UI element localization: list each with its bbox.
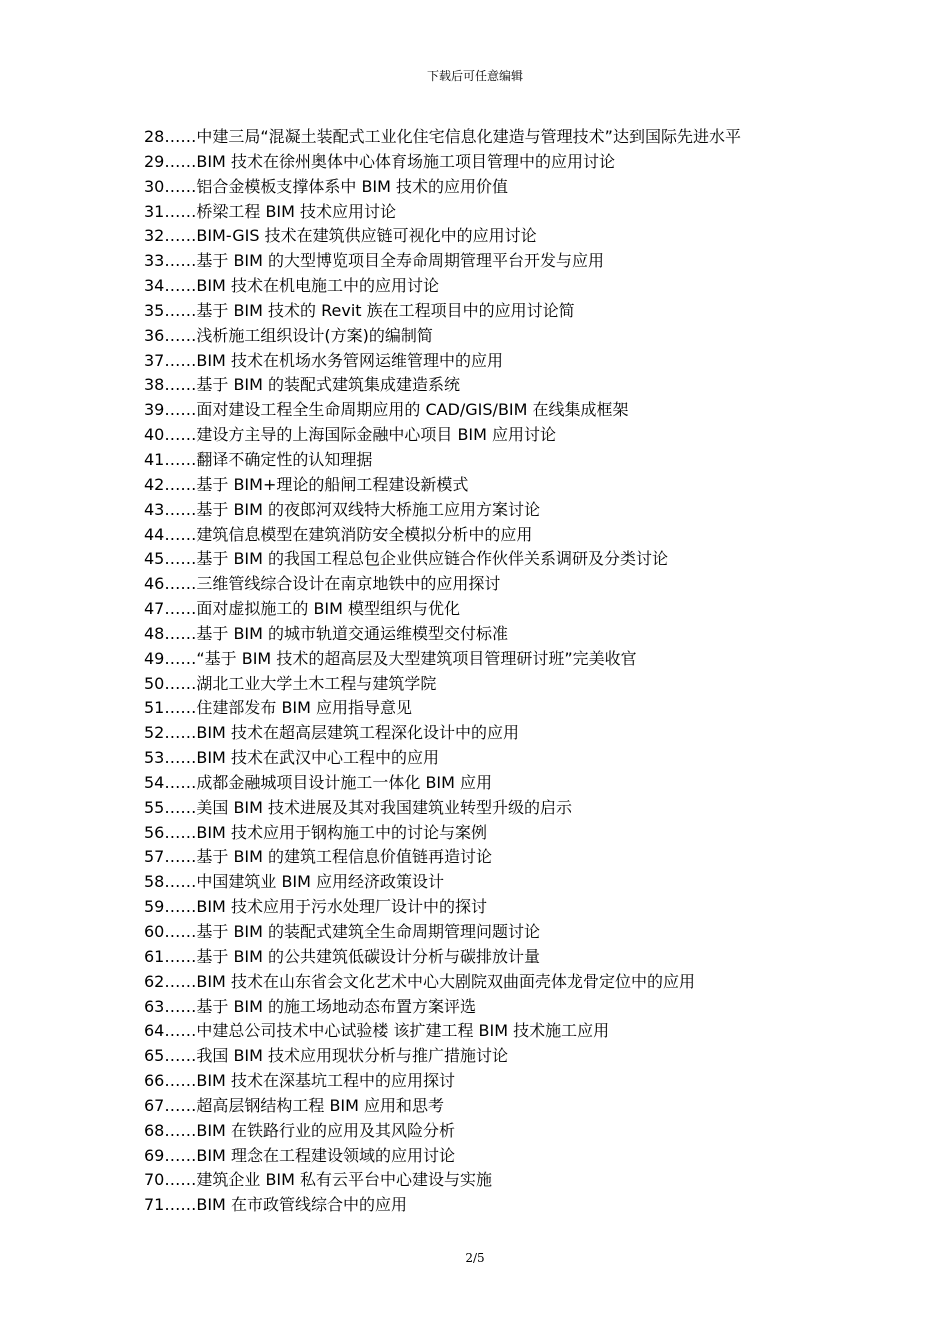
toc-item[interactable]: 70……建筑企业 BIM 私有云平台中心建设与实施	[144, 1170, 493, 1190]
toc-item[interactable]: 59……BIM 技术应用于污水处理厂设计中的探讨	[144, 897, 487, 917]
toc-item[interactable]: 33……基于 BIM 的大型博览项目全寿命周期管理平台开发与应用	[144, 251, 605, 271]
toc-item[interactable]: 35……基于 BIM 技术的 Revit 族在工程项目中的应用讨论简	[144, 300, 575, 320]
toc-item[interactable]: 53……BIM 技术在武汉中心工程中的应用	[144, 748, 439, 768]
toc-item[interactable]: 42……基于 BIM+理论的船闸工程建设新模式	[144, 474, 469, 494]
toc-item[interactable]: 32……BIM-GIS 技术在建筑供应链可视化中的应用讨论	[144, 226, 537, 246]
toc-item[interactable]: 29……BIM 技术在徐州奥体中心体育场施工项目管理中的应用讨论	[144, 151, 615, 171]
toc-item[interactable]: 68……BIM 在铁路行业的应用及其风险分析	[144, 1120, 455, 1140]
toc-item[interactable]: 51……住建部发布 BIM 应用指导意见	[144, 698, 413, 718]
toc-item[interactable]: 28……中建三局“混凝土装配式工业化住宅信息化建造与管理技术”达到国际先进水平	[144, 127, 741, 146]
toc-item[interactable]: 38……基于 BIM 的装配式建筑集成建造系统	[144, 375, 461, 395]
toc-item[interactable]: 46……三维管线综合设计在南京地铁中的应用探讨	[144, 574, 501, 594]
toc-item[interactable]: 69……BIM 理念在工程建设领域的应用讨论	[144, 1145, 455, 1165]
toc-item[interactable]: 43……基于 BIM 的夜郎河双线特大桥施工应用方案讨论	[144, 499, 541, 519]
toc-item[interactable]: 30……铝合金模板支撑体系中 BIM 技术的应用价值	[144, 176, 509, 196]
toc-item[interactable]: 64……中建总公司技术中心试验楼 该扩建工程 BIM 技术施工应用	[144, 1021, 610, 1041]
toc-item[interactable]: 45……基于 BIM 的我国工程总包企业供应链合作伙伴关系调研及分类讨论	[144, 549, 669, 569]
toc-item[interactable]: 50……湖北工业大学土木工程与建筑学院	[144, 673, 437, 693]
toc-item[interactable]: 57……基于 BIM 的建筑工程信息价值链再造讨论	[144, 847, 493, 867]
toc-item[interactable]: 56……BIM 技术应用于钢构施工中的讨论与案例	[144, 822, 487, 842]
toc-item[interactable]: 41……翻译不确定性的认知理据	[144, 449, 373, 469]
toc-item[interactable]: 55……美国 BIM 技术进展及其对我国建筑业转型升级的启示	[144, 797, 573, 817]
toc-item[interactable]: 58……中国建筑业 BIM 应用经济政策设计	[144, 872, 445, 892]
toc-item[interactable]: 61……基于 BIM 的公共建筑低碳设计分析与碳排放计量	[144, 946, 541, 966]
toc-item[interactable]: 63……基于 BIM 的施工场地动态布置方案评选	[144, 996, 477, 1016]
toc-item[interactable]: 62……BIM 技术在山东省会文化艺术中心大剧院双曲面壳体龙骨定位中的应用	[144, 971, 695, 991]
toc-item[interactable]: 67……超高层钢结构工程 BIM 应用和思考	[144, 1095, 445, 1115]
toc-item[interactable]: 37……BIM 技术在机场水务管网运维管理中的应用	[144, 350, 503, 370]
toc-item[interactable]: 52……BIM 技术在超高层建筑工程深化设计中的应用	[144, 723, 519, 743]
page-header: 下载后可任意编辑	[426, 69, 523, 83]
toc-item[interactable]: 39……面对建设工程全生命周期应用的 CAD/GIS/BIM 在线集成框架	[144, 400, 629, 420]
toc-item[interactable]: 66……BIM 技术在深基坑工程中的应用探讨	[144, 1071, 455, 1091]
toc-item[interactable]: 65……我国 BIM 技术应用现状分析与推广措施讨论	[144, 1046, 509, 1066]
toc-item[interactable]: 40……建设方主导的上海国际金融中心项目 BIM 应用讨论	[144, 425, 557, 445]
page-number: 2/5	[465, 1251, 485, 1265]
toc-item[interactable]: 34……BIM 技术在机电施工中的应用讨论	[144, 276, 439, 296]
toc-item[interactable]: 60……基于 BIM 的装配式建筑全生命周期管理问题讨论	[144, 922, 541, 941]
toc-list	[144, 125, 924, 1218]
toc-item[interactable]: 31……桥梁工程 BIM 技术应用讨论	[144, 201, 397, 221]
toc-item[interactable]: 48……基于 BIM 的城市轨道交通运维模型交付标准	[144, 623, 509, 643]
toc-item[interactable]: 71……BIM 在市政管线综合中的应用	[144, 1195, 407, 1215]
toc-item[interactable]: 44……建筑信息模型在建筑消防安全模拟分析中的应用	[144, 524, 533, 544]
toc-item[interactable]: 54……成都金融城项目设计施工一体化 BIM 应用	[144, 772, 493, 792]
toc-item[interactable]: 36……浅析施工组织设计(方案)的编制简	[144, 325, 433, 345]
toc-item[interactable]: 47……面对虚拟施工的 BIM 模型组织与优化	[144, 599, 461, 619]
toc-item[interactable]: 49……“基于 BIM 技术的超高层及大型建筑项目管理研讨班”完美收官	[144, 648, 637, 668]
